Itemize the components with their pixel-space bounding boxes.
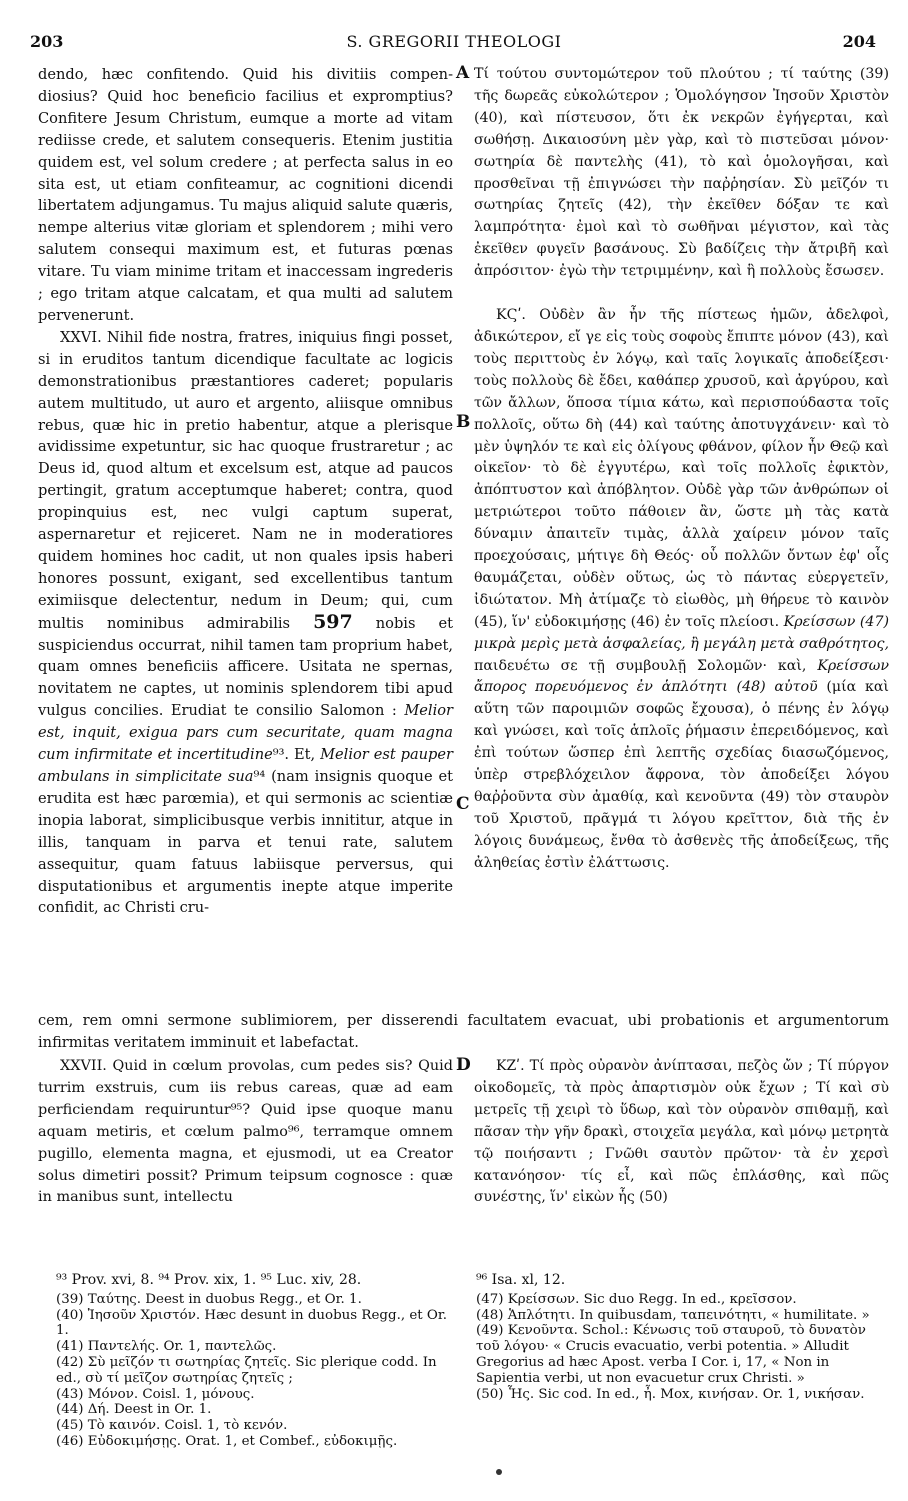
page-number-left: 203 [30,32,64,51]
greek-26-text-e: (μία καὶ αὕτη τῶν παροιμιῶν σοφῶς ἔχουσα), ὁ πένης ἐν λόγῳ καὶ γνώσει, καὶ τοῖς ἁπλοῖς ῥήμασιν ἐπερειδόμενος, καὶ ἐπὶ τούτων ὥσπερ ἐπὶ λεπτῆς σχεδίας διασωζόμενος, ὑπὲρ στρεβλόχειλον ἄφρονα, τὸν ἀποδείξει λόγου θαῤῥοῦντα σὺν ἀμαθίᾳ, καὶ κενοῦντα (49) τὸν σταυρὸν τοῦ Χριστοῦ, πρᾶγμά τι λόγου κρεῖττον, διὰ τῆς ἐν λόγοις δυνάμεως, ἔνθα τὸ ἀσθενὲς τῆς ἀποδείξεως, τῆς ἀληθείας ἐστὶν ἐλάττωσις. [474,679,889,871]
latin-paragraph-1: dendo, hæc confitendo. Quid his divitiis compen-diosius? Quid hoc beneficio facilius et expromptius? Confitere Jesum Christum, eumque a morte ad vitam rediisse crede, et salutem consequeris. Etenim justitia quidem est, vel solum credere ; at perfecta salus in eo sita est, ut etiam confiteamur, ac cognitioni dicendi libertatem adjungamus. Tu majus aliquid salute quæris, nempe alterius vitæ gloriam et splendorem ; mihi vero salutem consequi maximum est, et futuras pœnas vitare. Tu viam minime tritam et inaccessam ingrederis ; ego tritam atque calcatam, et qua multi ad salutem pervenerunt. [38,66,453,324]
page-number-right: 204 [842,32,876,51]
footnote-43: (43) Μόνον. Coisl. 1, μόνους. [56,1386,255,1402]
latin-quote-2: Melior est pauper ambulans in simplicitate sua [38,746,454,785]
footnote-42: (42) Σὺ μεῖζόν τι σωτηρίας ζητεῖς. Sic plerique codd. In ed., σὺ τί μεῖζον σωτηρίας ζητεῖς ; [56,1354,437,1386]
greek-26-text-c: παιδευέτω σε τῇ συμβουλῇ Σολομῶν· καὶ, [474,657,807,674]
margin-letter-d: D [456,1055,471,1075]
scripture-reference-96: ⁹⁶ Isa. xl, 12. [476,1272,566,1288]
greek-quote-2: Κρείσσων ἄπορος πορευόμενος ἐν ἁπλότητι (48) αὐτοῦ [474,657,889,696]
margin-letter-b: B [456,412,471,432]
greek-paragraph-26 [474,305,889,875]
footnote-46: (46) Εὐδοκιμήσῃς. Orat. 1, et Combef., εὐδοκιμῇς. [56,1433,398,1449]
latin-xxvi-text-d: ⁹³. Et, [272,746,316,764]
running-title: S. GREGORII THEOLOGI [346,32,562,51]
latin-xxvi-text-b: nobis et suspiciendus occurrat, nihil tamen tam proprium habet, quam omnes beneficiis afficere. Usitata ne spernas, novitatem ne captes, ut nominis splendorem tibi apud vulgus concilies. Erudiat te consilio Salomon : [38,614,453,720]
print-speck [496,1469,502,1475]
footnote-48: (48) Ἁπλότητι. In quibusdam, ταπεινότητι, « humilitate. » [476,1307,870,1323]
greek-26-text-a: ΚϚʹ. Οὐδὲν ἂν ἦν τῆς πίστεως ἡμῶν, ἀδελφοὶ, ἀδικώτερον, εἴ γε εἰς τοὺς σοφοὺς ἔπιπτε μόνον (43), καὶ τοὺς περιττοὺς ἐν λόγῳ, καὶ ταῖς λογικαῖς ἀποδείξεσι· τοὺς πολλοὺς δὲ ἔδει, καθάπερ χρυσοῦ, καὶ ἀργύρου, καὶ τῶν ἄλλων, ὅποσα τίμια κάτω, καὶ περισπούδαστα τοῖς πολλοῖς, οὕτω δὴ (44) καὶ ταύτης ἀποτυγχάνειν· καὶ τὸ μὲν ὑψηλόν τε καὶ εἰς ὀλίγους φθάνον, φίλον ἦν Θεῷ καὶ οἰκεῖον· τὸ δὲ ἐγγυτέρω, καὶ τοῖς πολλοῖς ἐφικτὸν, ἀπόπτυστον καὶ ἀπόβλητον. Οὐδὲ γὰρ τῶν ἀνθρώπων οἱ μετριώτεροι τοῦτο πάθοιεν ἂν, ὥστε μὴ τὰς κατὰ δύναμιν ἀπαιτεῖν τιμὰς, ἀλλὰ χαίρειν μόνον ταῖς προεχούσαις, μήτιγε δὴ Θεός· οὗ πολλῶν ὄντων ἐφ' οἷς θαυμάζεται, οὐδὲν οὕτως, ὡς τὸ πάντας εὐεργετεῖν, ἰδιώτατον. Μὴ ἀτίμαζε τὸ εἰωθὸς, μὴ θήρευε τὸ καινὸν (45), ἵν' εὐδοκιμήσῃς (46) ἐν τοῖς πλείοσι. [474,307,889,630]
footnote-50: (50) Ἧς. Sic cod. In ed., ἦ. Mox, κινήσαν. Or. 1, νικήσαν. [476,1386,865,1402]
footnote-49: (49) Κενοῦντα. Schol.: Κένωσις τοῦ σταυροῦ, τὸ δυνατὸν τοῦ λόγου· « Crucis evacuatio, verbi potentia. » Alludit Gregorius ad hæc Apost. verba I Cor. i, 17, « Non in Sapientia verbi, ut non evacuetur crux Christi. » [476,1323,866,1386]
margin-letter-c: C [456,794,470,814]
running-header [0,32,908,56]
footnote-47: (47) Κρείσσων. Sic duo Regg. In ed., κρεῖσσον. [476,1291,797,1307]
latin-xxvi-text-f: ⁹⁴ (nam insignis quoque et erudita est hæc parœmia), et qui sermonis ac scientiæ inopia laborat, simplicibusque verbis innititur, atque in illis, tanquam in parva et tenui rate, salutem assequitur, quam fatuus labiisque perversus, qui disputationibus et argumentis inepte atque imperite confidit, ac Christi cru- [38,768,453,917]
column-number: 597 [313,610,353,633]
latin-xxvi-text-a: XXVI. Nihil fide nostra, fratres, iniquius fingi posset, si in eruditos tantum dicendique facultate ac logicis demonstrationibus præstantiores caderet; popularis autem multitudo, ut auro et argento, aliisque omnibus rebus, quæ hic in pretio habentur, atque a plerisque avidissime expetuntur, sic hac quoque frustraretur ; ac Deus id, quod altum et excelsum est, atque ad paucos pertingit, gratum acceptumque haberet; contra, quod propinquius est, nec vulgi captum superat, aspernaretur et rejiceret. Nam ne in moderatiores quidem homines hoc cadit, ut non quales ipsis haberi honores possunt, exigant, sed excellentibus tantum eximiisque delectentur, nedum in Deum; qui, cum multis nominibus admirabilis [38,328,453,632]
footnote-39: (39) Ταύτης. Deest in duobus Regg., et Or. 1. [56,1291,362,1307]
footnotes-left [56,1273,456,1450]
latin-column-lower [38,1056,453,1209]
footnotes-right [476,1273,888,1402]
scripture-references: ⁹³ Prov. xvi, 8. ⁹⁴ Prov. xix, 1. ⁹⁵ Luc. xiv, 28. [56,1272,362,1288]
latin-full-width-lines: cem, rem omni sermone sublimiorem, per disserendi facultatem evacuat, ubi probationis et argumentorum infirmitas veritatem imminuit et labefactat. [38,1012,889,1051]
greek-column [474,64,889,875]
greek-quote-1: Κρείσσων (47) μικρὰ μερὶς μετὰ ἀσφαλείας, ἢ μεγάλη μετὰ σαθρότητος, [474,613,889,652]
footnote-44: (44) Δή. Deest in Or. 1. [56,1402,212,1418]
footnote-40: (40) Ἰησοῦν Χριστόν. Hæc desunt in duobus Regg., et Or. 1. [56,1307,448,1339]
greek-paragraph-27: ΚΖʹ. Τί πρὸς οὐρανὸν ἀνίπτασαι, πεζὸς ὤν ; Τί πύργον οἰκοδομεῖς, τὰ πρὸς ἀπαρτισμὸν οὐκ ἔχων ; Τί καὶ σὺ μετρεῖς τῇ χειρὶ τὸ ὕδωρ, καὶ τὸν οὐρανὸν σπιθαμῇ, καὶ πᾶσαν τὴν γῆν δρακὶ, στοιχεῖα μεγάλα, καὶ μόνῳ μετρητὰ τῷ ποιήσαντι ; Γνῶθι σαυτὸν πρῶτον· τὰ ἐν χερσὶ κατανόησον· τίς εἶ, καὶ πῶς ἐπλάσθης, καὶ πῶς συνέστης, ἵν' εἰκὼν ἧς (50) [474,1058,889,1206]
latin-paragraph-xxvii: XXVII. Quid in cœlum provolas, cum pedes sis? Quid turrim exstruis, cum iis rebus careas, quæ ad eam perficiendam requiruntur⁹⁵? Quid ipse quoque manu aquam metiris, et cœlum palmo⁹⁶, terramque omnem pugillo, elementa magna, et ejusmodi, ut ea Creator solus dimetiri possit? Primum teipsum cognosce : quæ in manibus sunt, intellectu [38,1058,453,1206]
footnote-45: (45) Τὸ καινόν. Coisl. 1, τὸ κενόν. [56,1418,288,1434]
latin-column [38,64,453,919]
greek-paragraph-1: Τί τούτου συντομώτερον τοῦ πλούτου ; τί ταύτης (39) τῆς δωρεᾶς εὐκολώτερον ; Ὁμολόγησον Ἰησοῦν Χριστὸν (40), καὶ πίστευσον, ὅτι ἐκ νεκρῶν ἐγήγερται, καὶ σωθήσῃ. Δικαιοσύνη μὲν γὰρ, καὶ τὸ πιστεῦσαι μόνον· σωτηρία δὲ παντελὴς (41), τὸ καὶ ὁμολογῆσαι, καὶ προσθεῖναι τῇ ἐπιγνώσει τὴν παῤῥησίαν. Σὺ μεῖζόν τι σωτηρίας ζητεῖς (42), τὴν ἐκεῖθεν δόξαν τε καὶ λαμπρότητα· ἐμοὶ καὶ τὸ σωθῆναι μέγιστον, καὶ τὰς ἐκεῖθεν φυγεῖν βασάνους. Σὺ βαδίζεις τὴν ἄτριβῆ καὶ ἀπρόσιτον· ἐγὼ τὴν τετριμμένην, καὶ ἣ πολλοὺς ἔσωσεν. [474,66,889,280]
footnote-41: (41) Παντελής. Or. 1, παντελῶς. [56,1339,277,1355]
latin-paragraph-xxvi [38,327,453,919]
margin-letter-a: A [456,63,470,83]
latin-quote-1: Melior est, inquit, exigua pars cum securitate, quam magna cum infirmitate et incertitudine [38,702,454,764]
greek-column-lower [474,1056,889,1209]
